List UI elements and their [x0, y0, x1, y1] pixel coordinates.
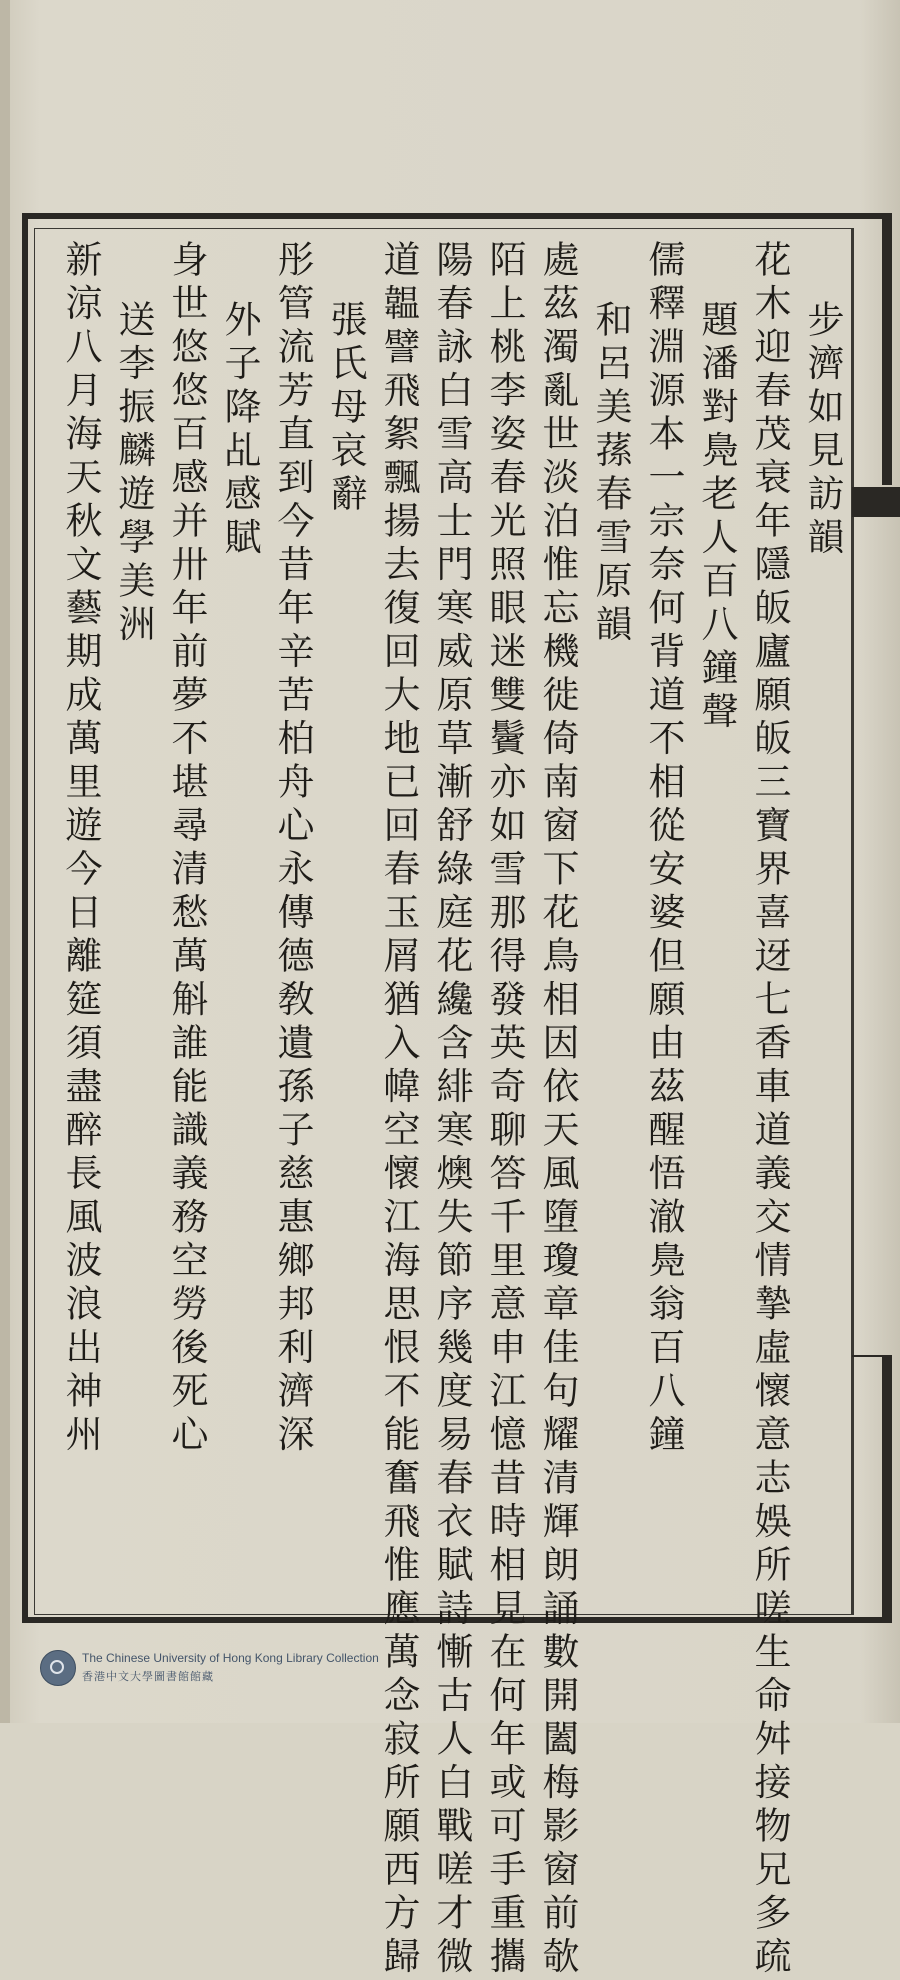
text-column: 儒釋淵源本一宗奈何背道不相從安婆但願由茲醒悟澈鳧翁百八鐘: [642, 240, 685, 1458]
text-column: 陽春詠白雪高士門寒威原草漸舒綠庭花纔含緋寒燠失節序幾度易春衣賦詩慚古人白戰嗟才微: [430, 240, 473, 1980]
fold-fishtail-mark: [852, 487, 900, 517]
text-column: 新涼八月海天秋文藝期成萬里遊今日離筵須盡醉長風波浪出神州: [59, 240, 102, 1458]
binding-edge: [0, 0, 10, 1723]
fold-line: [852, 228, 854, 1615]
right-border-top: [882, 213, 892, 485]
poem-title: 和呂美蓀春雪原韻: [589, 300, 632, 648]
poem-title: 步濟如見訪韻: [801, 300, 844, 561]
poem-title: 張氏母哀辭: [324, 300, 367, 518]
poem-title: 送李振麟遊學美洲: [112, 300, 155, 648]
text-column: 道韞譬飛絮飄揚去復回大地已回春玉屑猶入幃空懷江海思恨不能奮飛惟應萬念寂所願西方歸: [377, 240, 420, 1980]
library-watermark: [40, 1650, 460, 1686]
text-column: 彤管流芳直到今昔年辛苦柏舟心永傳德敎遺孫子慈惠鄉邦利濟深: [271, 240, 314, 1458]
text-column: 陌上桃李姿春光照眼迷雙鬢亦如雪那得發英奇聊答千里意申江憶昔時相見在何年或可手重攜: [483, 240, 526, 1980]
fold-tick: [852, 1355, 892, 1357]
right-border-bottom: [882, 1355, 892, 1623]
text-column: 花木迎春茂衰年隱皈廬願皈三寶界喜迓七香車道義交情摯虛懷意志娛所嗟生命舛接物兄多疏: [748, 240, 791, 1980]
poem-title: 外子降乩感賦: [218, 300, 261, 561]
poem-title: 題潘對鳧老人百八鐘聲: [695, 300, 738, 735]
text-column: 身世悠悠百感并卅年前夢不堪尋清愁萬斛誰能識義務空勞後死心: [165, 240, 208, 1458]
text-column: 處茲濁亂世淡泊惟忘機徙倚南窗下花鳥相因依天風墮瓊章佳句耀清輝朗誦數開闔梅影窗前欹: [536, 240, 579, 1980]
watermark-chinese: 香港中文大學圖書館館藏: [82, 1670, 214, 1683]
cuhk-library-logo-icon: [40, 1650, 76, 1686]
watermark-english: The Chinese University of Hong Kong Library Collection: [82, 1651, 379, 1665]
